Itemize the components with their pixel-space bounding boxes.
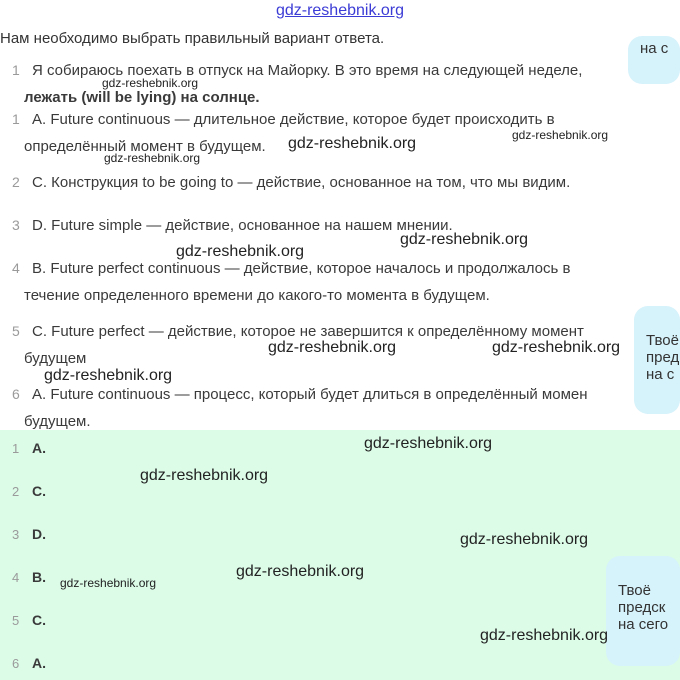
answer-row-5 [12,612,46,628]
chat-bubble-1[interactable]: на с [628,36,680,84]
answer-number: 5 [12,613,20,628]
explanation-text: B. Future perfect continuous — действие, которое началось и продолжалось в [32,260,571,277]
answer-number: 2 [12,484,20,499]
item-number: 3 [12,217,20,233]
explanation-text: A. Future continuous — длительное действие, которое будет происходить в [32,111,555,128]
watermark: gdz-reshebnik.org [176,243,305,260]
answer-value: C. [32,612,46,628]
watermark: gdz-reshebnik.org [288,135,417,152]
item-number: 4 [12,260,20,276]
answer-number: 6 [12,656,20,671]
answer-number: 4 [12,570,20,585]
watermark: gdz-reshebnik.org [102,76,199,90]
chat-bubble-3[interactable]: Твоё предск на сего [606,556,680,666]
explanation-item-1 [12,105,555,134]
answer-number: 1 [12,441,20,456]
watermark: gdz-reshebnik.org [140,467,269,484]
explanation-item-3 [12,211,453,240]
watermark: gdz-reshebnik.org [480,627,609,644]
item-number: 5 [12,323,20,339]
site-watermark-link[interactable]: gdz-reshebnik.org [275,2,405,19]
answer-row-2 [12,483,46,499]
answer-row-1 [12,440,46,456]
answer-number: 3 [12,527,20,542]
answer-value: A. [32,655,46,671]
task-intro: Нам необходимо выбрать правильный вариант ответа. [0,30,385,47]
watermark: gdz-reshebnik.org [44,367,173,384]
explanation-continuation-5: будущем [24,350,87,367]
watermark: gdz-reshebnik.org [268,339,397,356]
answer-value: C. [32,483,46,499]
answer-row-3 [12,526,46,542]
sentence-continuation: лежать (will be lying) на солнце. [24,89,260,106]
answer-value: A. [32,440,46,456]
explanation-continuation-6: будущем. [24,413,91,430]
sentence-text: Я собираюсь поехать в отпуск на Майорку. В это время на следующей неделе, [32,62,583,79]
explanation-continuation-4: течение определенного времени до какого-то момента в будущем. [24,287,490,304]
answer-value: D. [32,526,46,542]
explanation-continuation-1: определённый момент в будущем. [24,138,266,155]
item-number: 1 [12,111,20,127]
explanation-text: C. Future perfect — действие, которое не завершится к определённому момент [32,323,584,340]
explanation-text: C. Конструкция to be going to — действие, основанное на том, что мы видим. [32,174,571,191]
watermark: gdz-reshebnik.org [364,435,493,452]
explanation-text: D. Future simple — действие, основанное на нашем мнении. [32,217,453,234]
chat-bubble-2[interactable]: Твоё пред на с [634,306,680,414]
watermark: gdz-reshebnik.org [400,231,529,248]
watermark: gdz-reshebnik.org [460,531,589,548]
watermark: gdz-reshebnik.org [492,339,621,356]
item-number: 2 [12,174,20,190]
task-sentence [12,56,582,85]
explanation-item-2 [12,168,570,197]
answer-row-6 [12,655,46,671]
watermark: gdz-reshebnik.org [60,576,157,590]
item-number: 6 [12,386,20,402]
watermark: gdz-reshebnik.org [104,151,201,165]
watermark: gdz-reshebnik.org [236,563,365,580]
watermark: gdz-reshebnik.org [512,128,609,142]
answer-row-4 [12,569,46,585]
sentence-number: 1 [12,62,20,78]
answer-value: B. [32,569,46,585]
explanation-text: A. Future continuous — процесс, который будет длиться в определённый момен [32,386,588,403]
